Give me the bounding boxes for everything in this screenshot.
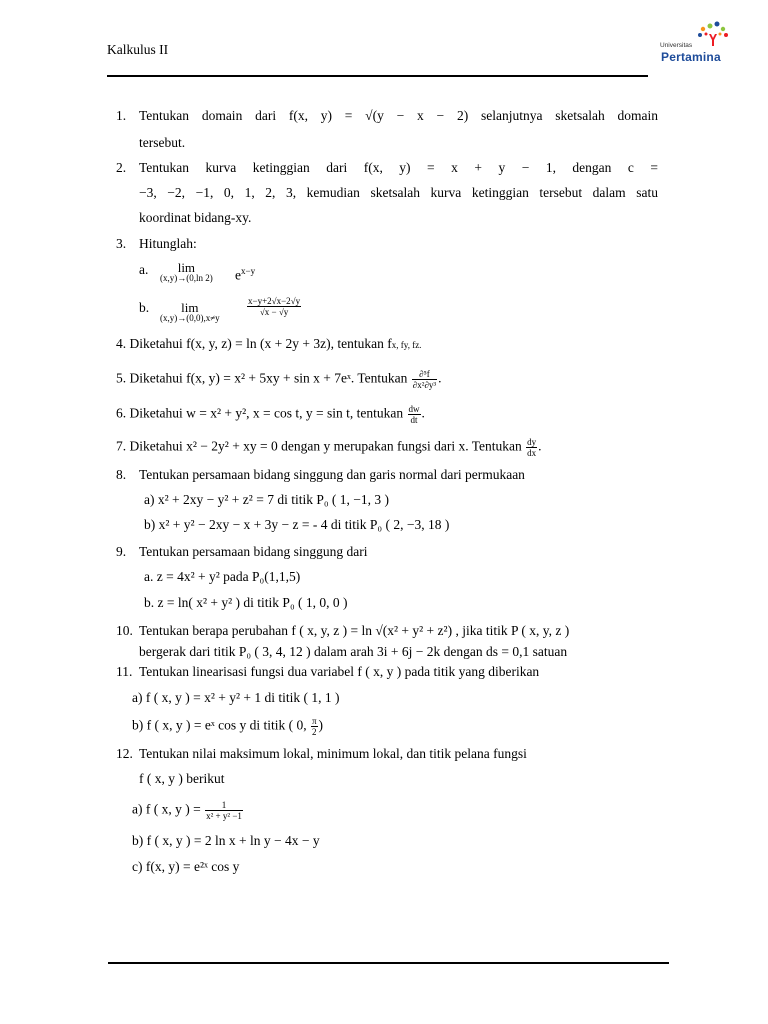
- item-number: 3.: [116, 236, 127, 251]
- fraction-denominator: x² + y² −1: [206, 811, 242, 821]
- q7-fraction: [526, 437, 537, 458]
- item-number: 1.: [116, 108, 127, 123]
- q12c: c) f(x, y) = e²ˣ cos y: [132, 859, 240, 874]
- q12-text2: f ( x, y ) berikut: [139, 771, 225, 786]
- item-number: 6.: [116, 405, 127, 421]
- q8a: a) x² + 2xy − y² + z² = 7 di titik P₀ ( 1, −1, 3 ): [144, 492, 390, 507]
- q8b: b) x² + y² − 2xy − x + 3y − z = - 4 di titik P₀ ( 2, −3, 18 ): [144, 517, 450, 532]
- q12a: [132, 800, 244, 821]
- q6-fraction: [408, 404, 421, 425]
- fraction-numerator: dw: [408, 404, 420, 414]
- q12a-text: a) f ( x, y ) =: [132, 801, 201, 817]
- q11-text: Tentukan linearisasi fungsi dua variabel f ( x, y ) pada titik yang diberikan: [139, 664, 540, 679]
- item-number: 11.: [116, 664, 133, 679]
- q3a-base: e: [235, 267, 241, 283]
- q10-line1: Tentukan berapa perubahan f ( x, y, z ) = ln √(x² + y² + z²) , jika titik P ( x, y, z ): [139, 623, 570, 638]
- item-number: 10.: [116, 623, 133, 638]
- q11b-close: ): [318, 717, 324, 733]
- fraction-numerator: ∂⁵f: [412, 369, 437, 380]
- q3b-label: b.: [139, 300, 150, 315]
- item-number: 4.: [116, 336, 127, 351]
- item-number: 8.: [116, 467, 127, 482]
- fraction-denominator: dt: [410, 415, 418, 425]
- q11a: a) f ( x, y ) = x² + y² + 1 di titik ( 1, 1 ): [132, 690, 340, 705]
- item-number: 9.: [116, 544, 127, 559]
- q3b-fraction: [247, 296, 301, 317]
- q3b-limit: [160, 302, 220, 324]
- item-number: 12.: [116, 746, 133, 761]
- q3a-limit: [160, 262, 213, 284]
- item-number: 5.: [116, 370, 127, 386]
- q3a-exponent: x−y: [241, 266, 256, 276]
- q3a-label: a.: [139, 262, 149, 277]
- logo-university-text: Universitas: [660, 42, 693, 49]
- logo-name-text: Pertamina: [661, 50, 721, 64]
- q8-text: Tentukan persamaan bidang singgung dan garis normal dari permukaan: [139, 467, 525, 482]
- q2-line3: koordinat bidang-xy.: [139, 210, 252, 225]
- q4-text: Diketahui f(x, y, z) = ln (x + 2y + 3z), tentukan f: [129, 336, 392, 351]
- fraction-denominator: √x − √y: [259, 307, 289, 317]
- lim-text: lim: [181, 300, 199, 315]
- fraction-numerator: dy: [527, 437, 537, 447]
- q3a-expr: [235, 262, 255, 285]
- q5-line: 5. Diketahui f(x, y) = x² + 5xy + sin x + 7eˣ. Tentukan $\frac{\text{∂⁵f}}{\text{∂x²∂y³}}$ .: [116, 369, 442, 390]
- header-divider: [107, 75, 648, 77]
- footer-divider: [108, 962, 669, 964]
- q1-line2: tersebut.: [139, 135, 186, 150]
- q6-line: 6. Diketahui w = x² + y², x = cos t, y = sin t, tentukan $\frac{dw}{dt}$ .: [116, 404, 425, 425]
- q9a: a. z = 4x² + y² pada P₀(1,1,5): [144, 569, 301, 584]
- q11b-fraction: [311, 716, 318, 737]
- q11b-text: b) f ( x, y ) = eˣ cos y di titik ( 0,: [132, 717, 307, 733]
- q11b: [132, 716, 323, 737]
- q9-text: Tentukan persamaan bidang singgung dari: [139, 544, 368, 559]
- fraction-numerator: x−y+2√x−2√y: [248, 296, 301, 306]
- fraction-denominator: ∂x²∂y³: [412, 380, 437, 390]
- q9b: b. z = ln( x² + y² ) di titik P₀ ( 1, 0, 0 ): [144, 595, 348, 610]
- item-number: 2.: [116, 160, 127, 175]
- fraction-denominator: dx: [527, 448, 537, 458]
- q10-line2: bergerak dari titik P₀ ( 3, 4, 12 ) dalam arah 3i + 6j − 2k dengan ds = 0,1 satuan: [139, 644, 568, 659]
- q5-text: Diketahui f(x, y) = x² + 5xy + sin x + 7eˣ. Tentukan: [129, 370, 408, 386]
- item-number: 7.: [116, 438, 127, 454]
- q7-text: Diketahui x² − 2y² + xy = 0 dengan y merupakan fungsi dari x. Tentukan: [129, 438, 522, 454]
- q12b: b) f ( x, y ) = 2 ln x + ln y − 4x − y: [132, 833, 320, 848]
- q6-text: Diketahui w = x² + y², x = cos t, y = sin t, tentukan: [129, 405, 404, 421]
- q12a-fraction: [205, 800, 243, 821]
- lim-text: lim: [177, 260, 196, 275]
- q4-rest: x, fy, fz.: [391, 340, 422, 350]
- q5-fraction: [412, 369, 437, 390]
- lim-under: (x,y)→(0,0),x≠y: [160, 313, 220, 323]
- q2-line2: −3, −2, −1, 0, 1, 2, 3, kemudian sketsalah kurva ketinggian tersebut dalam satu: [139, 185, 658, 200]
- fraction-numerator: π: [312, 716, 317, 726]
- fraction-numerator: 1: [205, 800, 243, 811]
- q4-line: [116, 335, 421, 354]
- q1-line1: Tentukan domain dari f(x, y) = √(y − x − 2) selanjutnya sketsalah domain: [139, 108, 658, 123]
- header-title: Kalkulus II: [107, 42, 169, 57]
- q3-text: Hitunglah:: [139, 236, 197, 251]
- q2-line1: Tentukan kurva ketinggian dari f(x, y) = x + y − 1, dengan c =: [139, 160, 658, 175]
- q12-text: Tentukan nilai maksimum lokal, minimum lokal, dan titik pelana fungsi: [139, 746, 527, 761]
- fraction-denominator: 2: [312, 727, 317, 737]
- q7-line: 7. Diketahui x² − 2y² + xy = 0 dengan y merupakan fungsi dari x. Tentukan $\frac{dy}{dx}$ .: [116, 437, 542, 458]
- lim-under: (x,y)→(0,ln 2): [160, 273, 213, 283]
